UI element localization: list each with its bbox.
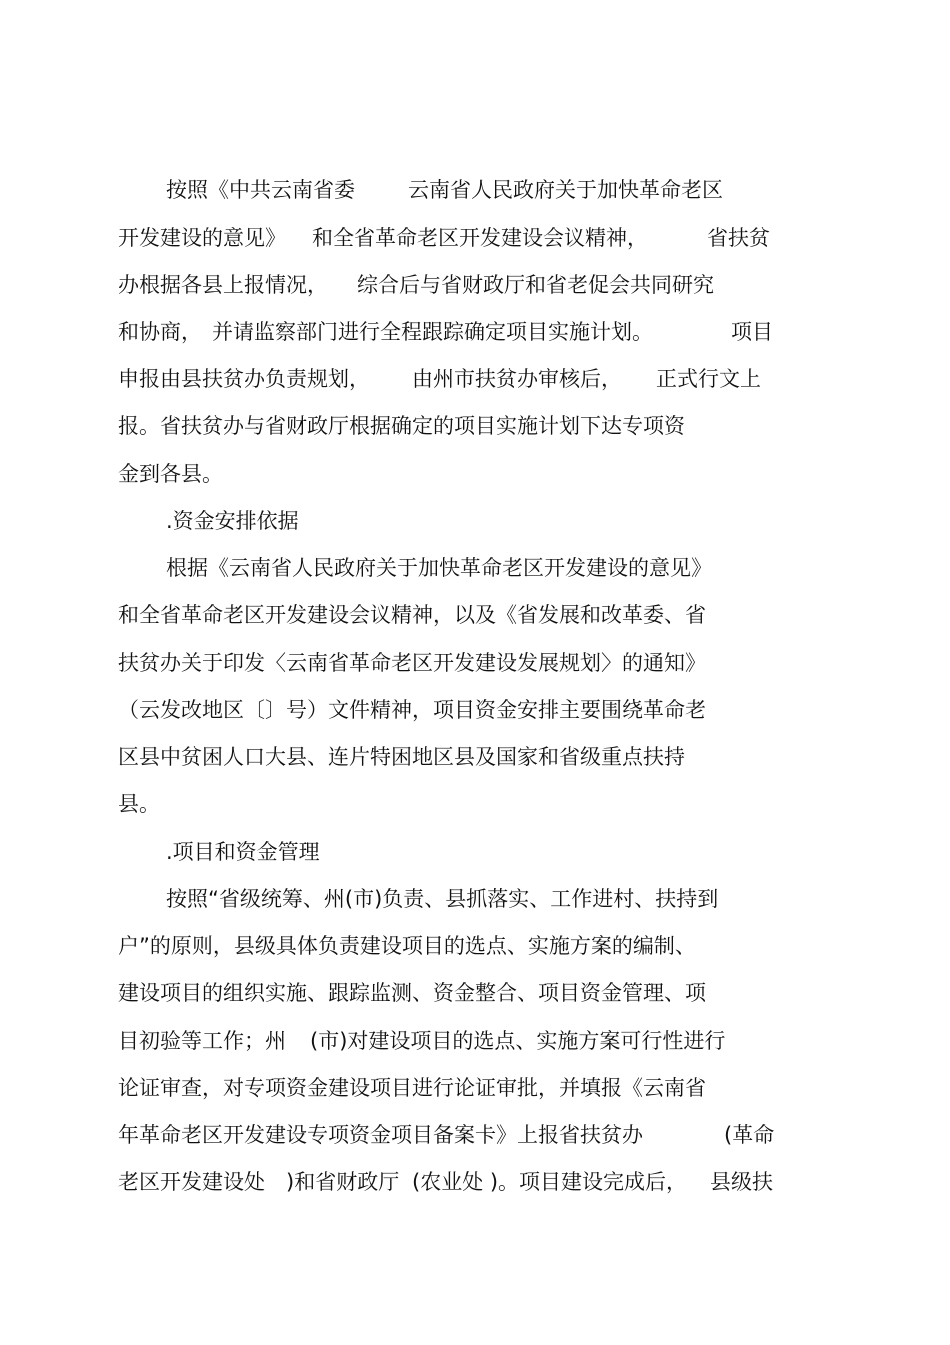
text-segment: 项目: [731, 320, 773, 344]
text-segment: 户”的原则，县级具体负责建设项目的选点、实施方案的编制、: [118, 934, 696, 958]
heading-text: .资金安排依据: [166, 509, 299, 533]
paragraph-1-line-7: [0, 459, 950, 489]
text-segment: 申报由县扶贫办负责规划，: [118, 367, 370, 391]
paragraph-3-line-2: [0, 931, 950, 961]
paragraph-3-line-3: [0, 978, 950, 1008]
text-segment: 年革命老区开发建设专项资金项目备案卡》上报省扶贫办: [118, 1123, 643, 1147]
paragraph-2-line-4: [0, 695, 950, 725]
paragraph-2-line-3: [0, 648, 950, 678]
text-segment: (农业处 )。项目建设完成后，: [412, 1170, 688, 1194]
text-segment: 金到各县。: [118, 462, 223, 486]
paragraph-1-line-5: [0, 364, 950, 394]
text-segment: 根据《云南省人民政府关于加快革命老区开发建设的意见》: [166, 556, 712, 580]
paragraph-3-line-1: [0, 884, 950, 914]
text-segment: 目初验等工作；州: [118, 1029, 286, 1053]
text-segment: 建设项目的组织实施、跟踪监测、资金整合、项目资金管理、项: [118, 981, 706, 1005]
paragraph-2-line-5: [0, 742, 950, 772]
section-heading-project-fund-management: [0, 837, 950, 867]
text-segment: 扶贫办关于印发〈云南省革命老区开发建设发展规划〉的通知》: [118, 651, 706, 675]
paragraph-1-line-6: [0, 411, 950, 441]
paragraph-2-line-2: [0, 600, 950, 630]
paragraph-1-line-3: [0, 270, 950, 300]
paragraph-3-line-7: [0, 1167, 950, 1197]
text-segment: 和全省革命老区开发建设会议精神，以及《省发展和改革委、省: [118, 603, 706, 627]
text-segment: 老区开发建设处: [118, 1170, 265, 1194]
text-segment: 县。: [118, 792, 160, 816]
text-segment: （云发改地区〔〕号）文件精神，项目资金安排主要围绕革命老: [118, 698, 706, 722]
paragraph-2-line-1: [0, 553, 950, 583]
text-segment: 办根据各县上报情况，: [118, 273, 328, 297]
text-segment: 和全省革命老区开发建设会议精神，: [312, 226, 648, 250]
text-segment: 正式行文上: [656, 367, 761, 391]
paragraph-3-line-4: [0, 1026, 950, 1056]
paragraph-1-line-4: [0, 317, 950, 347]
text-segment: 云南省人民政府关于加快革命老区: [408, 178, 723, 202]
text-segment: 县级扶: [710, 1170, 773, 1194]
paragraph-1-line-2: [0, 223, 950, 253]
text-segment: 和协商，: [118, 320, 202, 344]
text-segment: 论证审查，对专项资金建设项目进行论证审批，并填报《云南省: [118, 1076, 706, 1100]
text-segment: )和省财政厅: [286, 1170, 400, 1194]
text-segment: 开发建设的意见》: [118, 226, 286, 250]
text-segment: 由州市扶贫办审核后，: [412, 367, 622, 391]
text-segment: 按照《中共云南省委: [166, 178, 355, 202]
text-segment: 省扶贫: [707, 226, 770, 250]
text-segment: 并请监察部门进行全程跟踪确定项目实施计划。: [212, 320, 653, 344]
text-segment: (革命: [724, 1123, 775, 1147]
paragraph-3-line-6: [0, 1120, 950, 1150]
paragraph-3-line-5: [0, 1073, 950, 1103]
text-segment: (市)对建设项目的选点、实施方案可行性进行: [310, 1029, 726, 1053]
text-segment: 按照“省级统筹、州(市)负责、县抓落实、工作进村、扶持到: [166, 887, 719, 911]
text-segment: 报。省扶贫办与省财政厅根据确定的项目实施计划下达专项资: [118, 414, 685, 438]
section-heading-funding-basis: [0, 506, 950, 536]
paragraph-1-line-1: [0, 175, 950, 205]
text-segment: 区县中贫困人口大县、连片特困地区县及国家和省级重点扶持: [118, 745, 685, 769]
paragraph-2-line-6: [0, 789, 950, 819]
heading-text: .项目和资金管理: [166, 840, 320, 864]
text-segment: 综合后与省财政厅和省老促会共同研究: [357, 273, 714, 297]
